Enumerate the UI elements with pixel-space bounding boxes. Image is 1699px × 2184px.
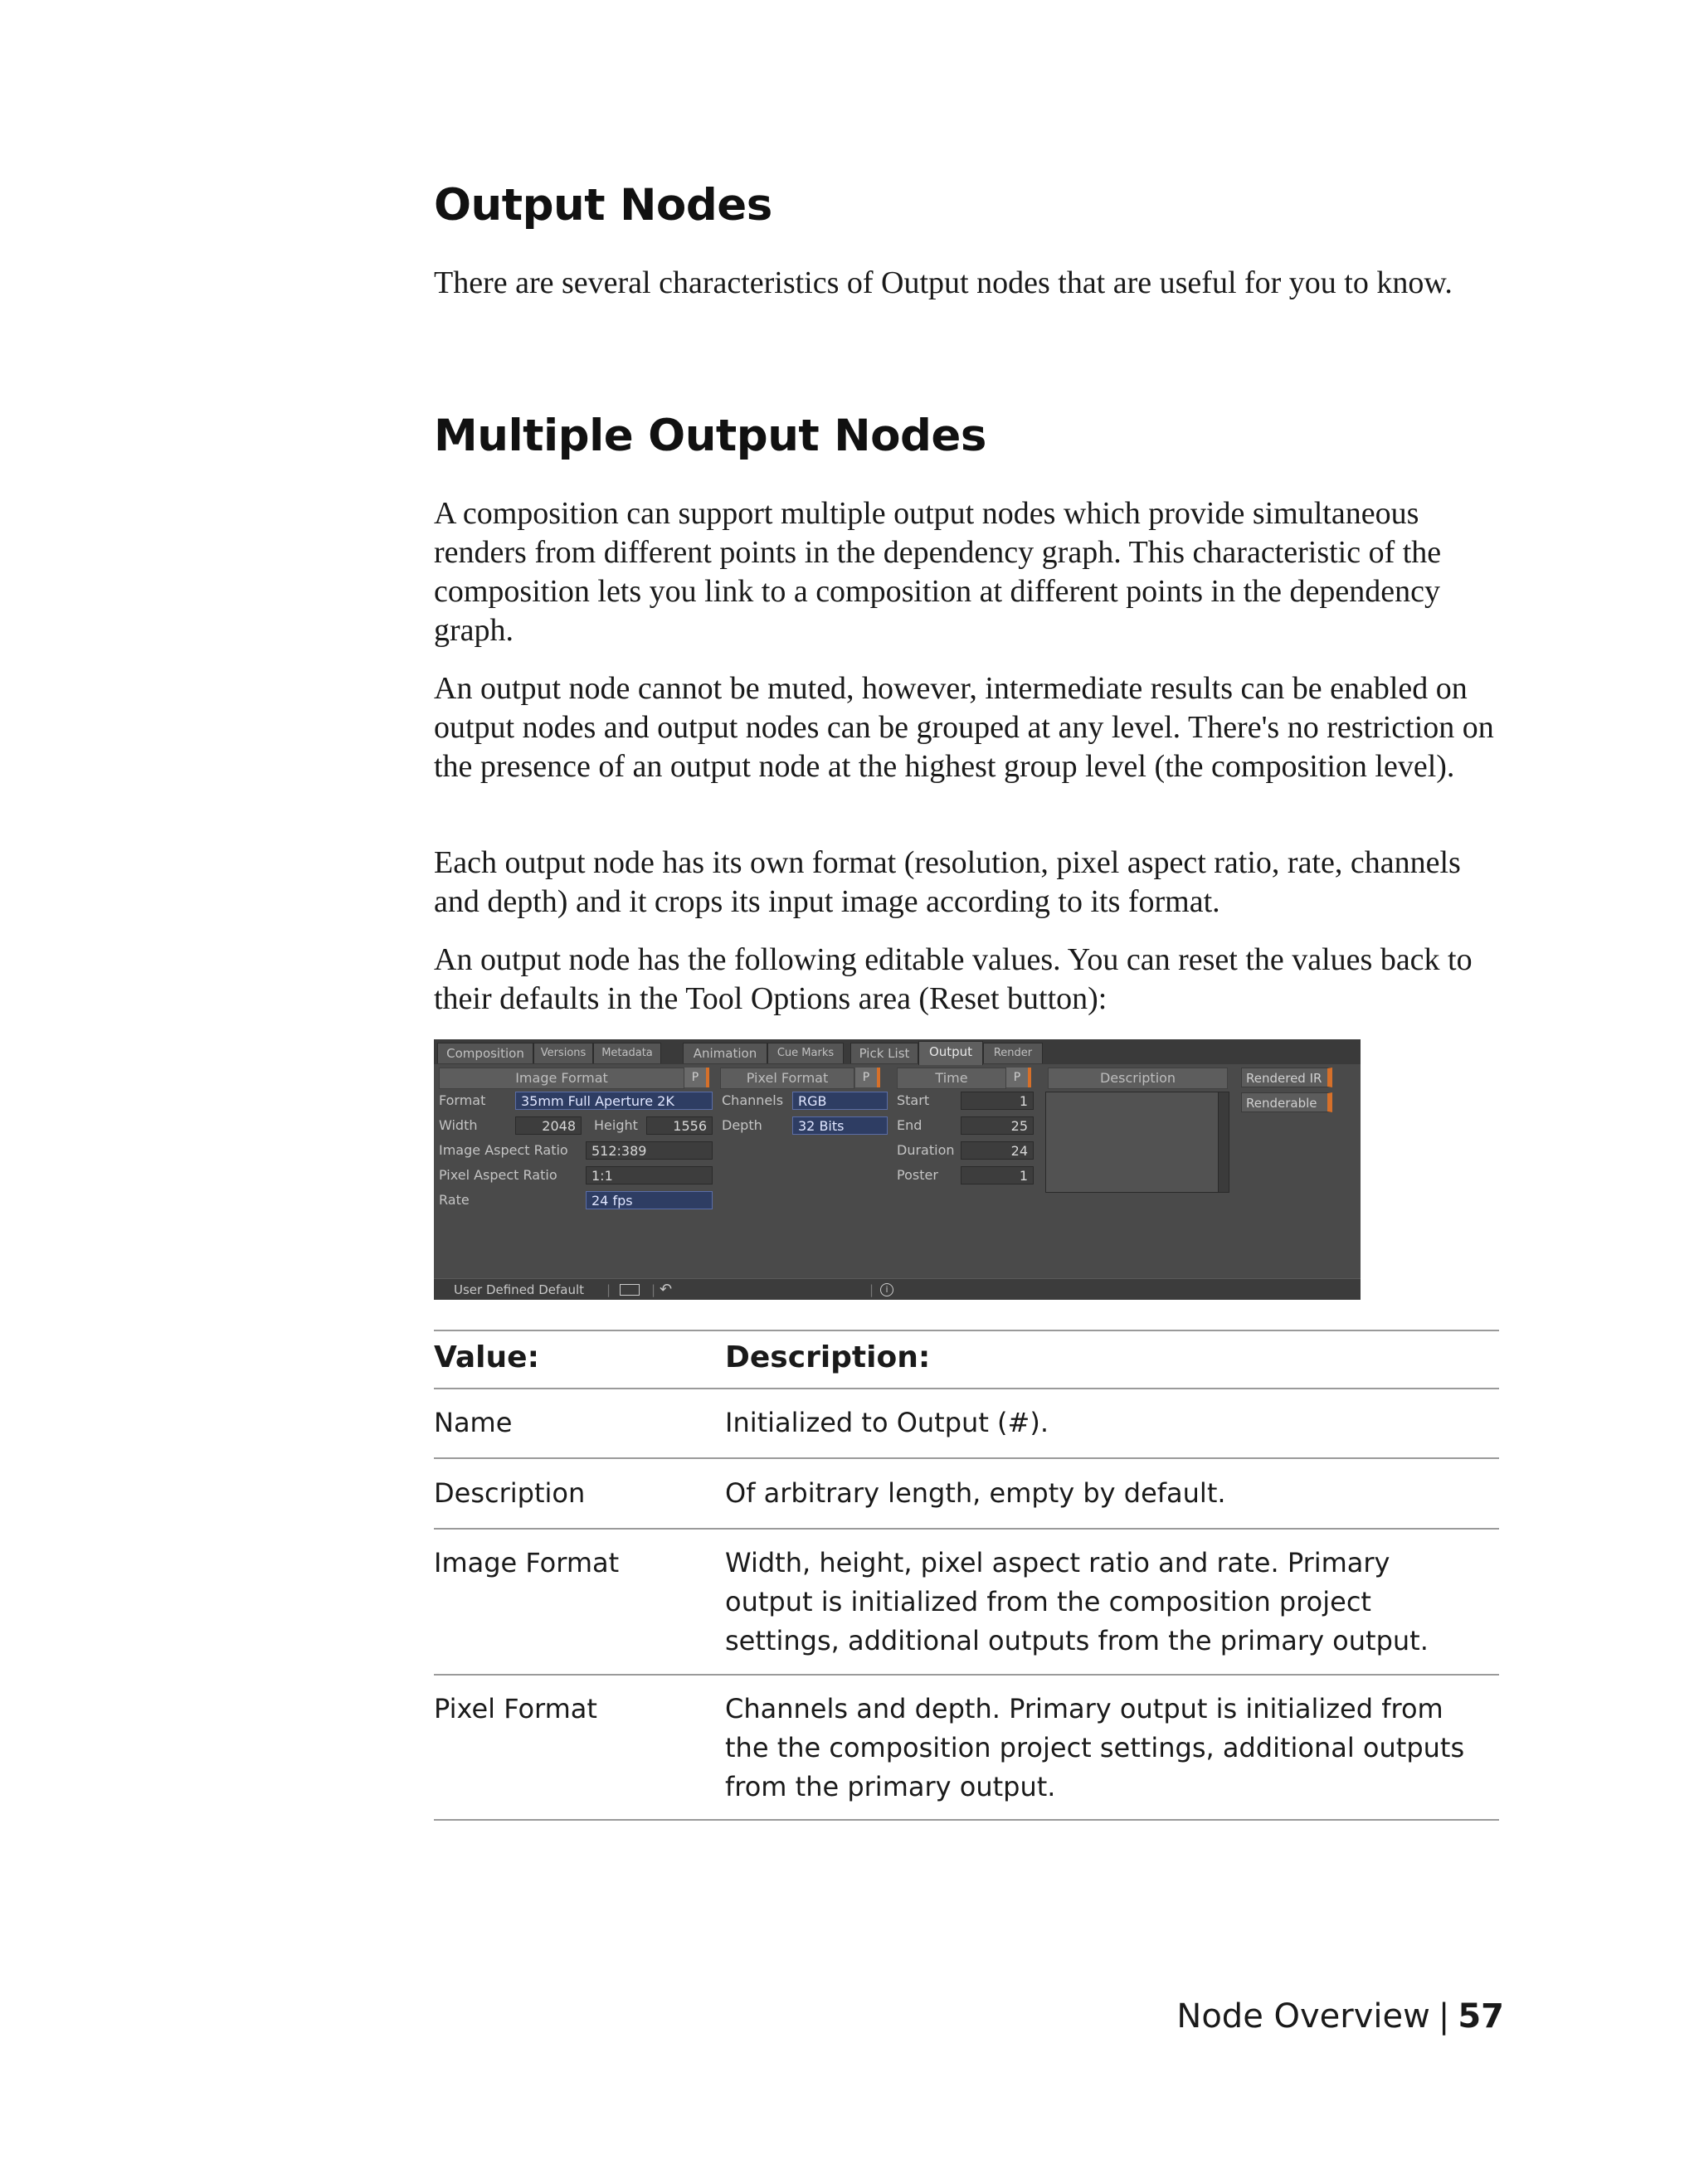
info-icon[interactable]: i [880,1283,893,1296]
depth-label: Depth [722,1117,762,1133]
divider: | [869,1282,874,1297]
width-label: Width [439,1117,478,1133]
rendered-ir-button[interactable]: Rendered IR [1241,1068,1332,1087]
time-preset-button[interactable]: P [1006,1068,1031,1087]
table-cell-value: Image Format [434,1547,620,1578]
image-format-preset-button[interactable]: P [684,1068,709,1087]
renderable-button[interactable]: Renderable [1241,1092,1332,1112]
width-field[interactable]: 2048 [515,1116,582,1135]
tab-cue-marks[interactable]: Cue Marks [767,1043,844,1063]
start-label: Start [897,1092,930,1108]
status-bar [434,1278,1361,1300]
channels-select[interactable]: RGB [792,1092,888,1110]
divider: | [651,1282,656,1297]
channels-label: Channels [722,1092,784,1108]
rate-label: Rate [439,1192,470,1208]
pixel-format-preset-button[interactable]: P [855,1068,880,1087]
paragraph: A composition can support multiple output nodes which provide simultaneous renders from different points in the dependency graph. This characteristic of the composition lets you link to a composition at different points in the dependency graph. [434,496,1442,648]
description-textarea[interactable] [1045,1092,1221,1193]
preset-label[interactable]: User Defined Default [454,1282,585,1297]
table-cell-value: Pixel Format [434,1693,597,1724]
tab-render[interactable]: Render [983,1043,1043,1063]
section-heading: Output Nodes [434,180,772,231]
description-header: Description [1048,1068,1228,1089]
page-footer [1176,1997,1504,2036]
table-cell-description: Channels and depth. Primary output is initialized from the the composition project settings, additional outputs from the primary output. [725,1693,1465,1802]
start-field[interactable]: 1 [961,1092,1034,1110]
format-select[interactable]: 35mm Full Aperture 2K [515,1092,713,1110]
output-options-panel [434,1039,1361,1300]
height-label: Height [594,1117,638,1133]
subsection-heading: Multiple Output Nodes [434,411,986,461]
page-number: 57 [1458,1997,1504,2036]
table-cell-description: Initialized to Output (#). [725,1407,1049,1438]
table-cell-value: Name [434,1407,513,1438]
table-header-value: Value: [434,1340,539,1374]
pixel-format-header: Pixel Format [720,1068,854,1089]
table-rule [434,1388,1499,1389]
table-rule [434,1330,1499,1331]
table-rule [434,1528,1499,1530]
table-cell-description: Of arbitrary length, empty by default. [725,1477,1226,1509]
paragraph: There are several characteristics of Output nodes that are useful for you to know. [434,265,1453,300]
duration-field[interactable]: 24 [961,1141,1034,1160]
table-cell-value: Description [434,1477,586,1509]
poster-field[interactable]: 1 [961,1166,1034,1184]
image-aspect-label: Image Aspect Ratio [439,1142,568,1158]
preset-icon[interactable] [620,1284,640,1296]
divider: | [606,1282,611,1297]
tab-bar [434,1039,1361,1064]
end-label: End [897,1117,923,1133]
paragraph: Each output node has its own format (resolution, pixel aspect ratio, rate, channels and depth) and it crops its input image according to its format. [434,845,1461,919]
tab-versions[interactable]: Versions [533,1043,593,1063]
depth-select[interactable]: 32 Bits [792,1116,888,1135]
poster-label: Poster [897,1167,938,1183]
tab-output[interactable]: Output [918,1041,983,1065]
table-header-description: Description: [725,1340,931,1374]
tab-metadata[interactable]: Metadata [593,1043,661,1063]
table-rule [434,1674,1499,1676]
footer-separator: | [1438,1997,1450,2036]
table-cell-description: Width, height, pixel aspect ratio and rate. Primary output is initialized from the composition project settings, additional outputs from the primary output. [725,1547,1429,1656]
tab-composition[interactable]: Composition [437,1043,533,1063]
tab-animation[interactable]: Animation [683,1043,767,1063]
undo-icon[interactable]: ↶ [660,1281,673,1298]
format-label: Format [439,1092,486,1108]
height-field[interactable]: 1556 [646,1116,713,1135]
paragraph: An output node cannot be muted, however, intermediate results can be enabled on output nodes and output nodes can be grouped at any level. There's no restriction on the presence of an output node at the highest group level (the composition level). [434,671,1494,784]
image-format-header: Image Format [439,1068,684,1089]
time-header: Time [897,1068,1006,1089]
pixel-aspect-field[interactable]: 1:1 [586,1166,713,1184]
image-aspect-field[interactable]: 512:389 [586,1141,713,1160]
table-rule [434,1457,1499,1459]
table-rule [434,1819,1499,1821]
duration-label: Duration [897,1142,955,1158]
pixel-aspect-label: Pixel Aspect Ratio [439,1167,557,1183]
footer-section: Node Overview [1176,1997,1430,2036]
tab-pick-list[interactable]: Pick List [850,1043,918,1063]
rate-select[interactable]: 24 fps [586,1191,713,1209]
paragraph: An output node has the following editable values. You can reset the values back to their defaults in the Tool Options area (Reset button): [434,942,1473,1016]
description-scrollbar[interactable] [1218,1092,1229,1193]
end-field[interactable]: 25 [961,1116,1034,1135]
